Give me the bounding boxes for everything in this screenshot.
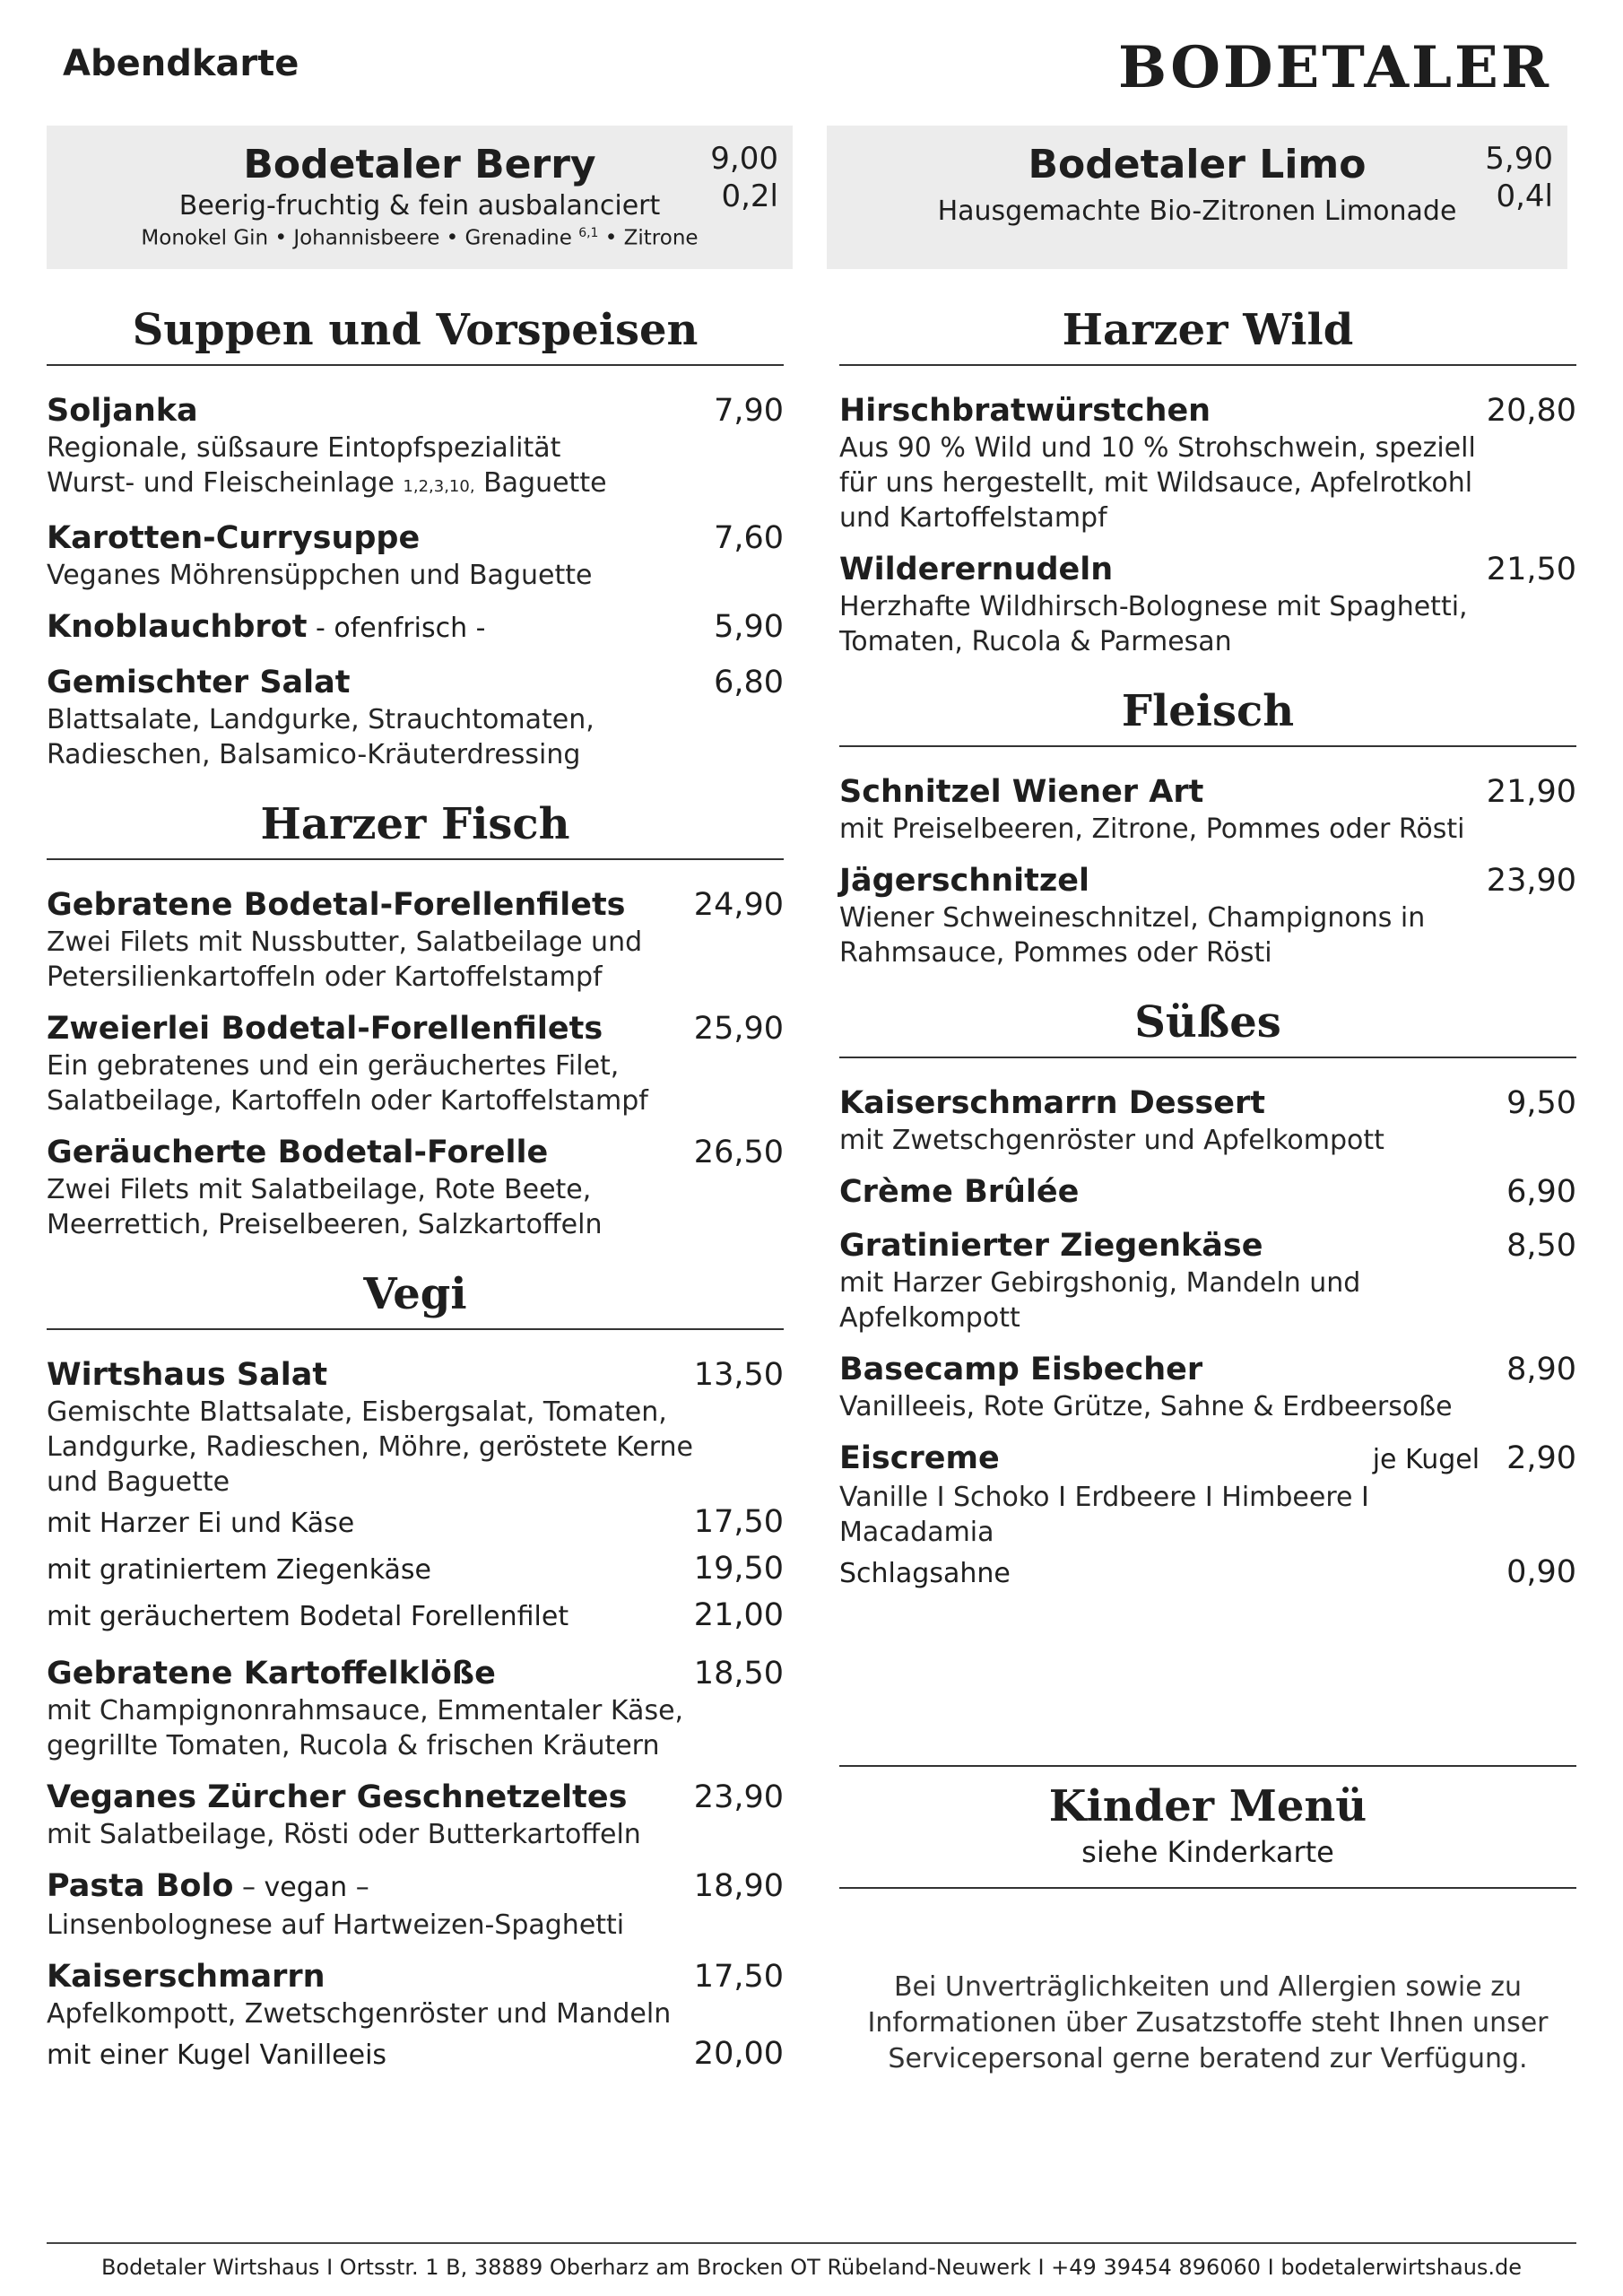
section-divider	[839, 1057, 1576, 1058]
item-extra	[839, 1550, 1576, 1596]
drink-volume: 0,2l	[721, 178, 778, 214]
section-suesses	[839, 997, 1576, 1596]
item-name: Pasta Bolo	[47, 1868, 234, 1904]
item-description: Vanille I Schoko I Erdbeere I Himbeere I Macadamia	[839, 1482, 1369, 1548]
kinder-menu	[839, 1781, 1576, 1869]
kinder-title: Kinder Menü	[1048, 1781, 1367, 1831]
section-fisch	[47, 799, 784, 1242]
item-description: Aus 90 % Wild und 10 % Strohschwein, speziell für uns hergestellt, mit Wildsauce, Apfelrotkohl und Kartoffelstampf	[839, 432, 1476, 534]
item-name: Gebratene Kartoffelklöße	[47, 1656, 496, 1692]
item-price: 18,50	[693, 1656, 784, 1692]
item-description: mit Harzer Gebirgshonig, Mandeln und Apfelkompott	[839, 1267, 1361, 1334]
item-extra	[47, 1500, 784, 1546]
item-name: Jägerschnitzel	[839, 863, 1089, 899]
menu-item	[47, 518, 784, 593]
item-price: 23,90	[693, 1779, 784, 1815]
item-name: Basecamp Eisbecher	[839, 1352, 1203, 1387]
item-name: Karotten-Currysuppe	[47, 520, 421, 556]
kinder-subtitle: siehe Kinderkarte	[1081, 1835, 1334, 1869]
drink-name: Bodetaler Limo	[1028, 142, 1367, 187]
menu-item	[47, 1778, 784, 1852]
item-price: 21,50	[1486, 552, 1576, 587]
kinder-divider-bottom	[839, 1887, 1576, 1889]
section-title: Suppen und Vorspeisen	[132, 305, 699, 355]
kinder-divider-top	[839, 1765, 1576, 1767]
item-description: Zwei Filets mit Salatbeilage, Rote Beete, Meerrettich, Preiselbeeren, Salzkartoffeln	[47, 1174, 603, 1240]
allergen-superscript: 6,1	[578, 226, 599, 240]
drink-box-limo	[827, 126, 1567, 269]
drink-volume: 0,4l	[1496, 178, 1553, 214]
section-divider	[839, 364, 1576, 366]
item-description: mit Champignonrahmsauce, Emmentaler Käse, gegrillte Tomaten, Rucola & frischen Kräutern	[47, 1695, 684, 1761]
item-description: Veganes Möhrensüppchen und Baguette	[47, 560, 593, 591]
menu-item	[47, 1133, 784, 1242]
section-title: Süßes	[1134, 997, 1281, 1048]
item-price: 5,90	[714, 609, 784, 645]
section-fleisch	[839, 686, 1576, 970]
section-divider	[47, 364, 784, 366]
menu-item	[839, 772, 1576, 847]
menu-type-label: Abendkarte	[63, 43, 299, 84]
menu-item	[839, 1172, 1576, 1212]
item-price: 2,90	[1506, 1440, 1576, 1476]
item-price: 7,90	[714, 393, 784, 429]
menu-item	[47, 607, 784, 648]
brand-logo: BODETALER	[1117, 34, 1551, 101]
allergen-codes: 1,2,3,10,	[403, 477, 475, 496]
item-price: 18,90	[693, 1868, 784, 1904]
drink-box-berry	[47, 126, 793, 269]
menu-item	[839, 1226, 1576, 1335]
item-description-line: Regionale, süßsaure Eintopfspezialität	[47, 432, 561, 464]
menu-item	[47, 1009, 784, 1118]
footer-divider	[47, 2242, 1576, 2244]
item-description: Vanilleeis, Rote Grütze, Sahne & Erdbeersoße	[839, 1391, 1453, 1422]
item-price: 13,50	[693, 1357, 784, 1393]
menu-item	[47, 1355, 784, 1639]
item-description: Apfelkompott, Zwetschgenröster und Mandeln	[47, 1998, 672, 2030]
item-name: Wilderernudeln	[839, 552, 1114, 587]
drink-price	[1485, 140, 1553, 215]
item-description-line: Baguette	[474, 467, 607, 499]
menu-item	[47, 391, 784, 504]
section-title: Vegi	[363, 1269, 467, 1319]
drink-name: Bodetaler Berry	[243, 142, 596, 187]
extra-label: mit einer Kugel Vanilleeis	[47, 2039, 387, 2071]
item-name: Schnitzel Wiener Art	[839, 774, 1204, 810]
menu-item	[47, 1654, 784, 1763]
item-price: 7,60	[714, 520, 784, 556]
item-name: Eiscreme	[839, 1440, 1000, 1476]
menu-item	[839, 1083, 1576, 1158]
left-column	[47, 305, 784, 2092]
item-note: - ofenfrisch -	[307, 613, 486, 644]
item-price: 24,90	[693, 887, 784, 923]
footer-contact: Bodetaler Wirtshaus I Ortsstr. 1 B, 38889 Oberharz am Brocken OT Rübeland-Neuwerk I +49 39454 896060 I bodetalerwirtshaus.de	[100, 2255, 1523, 2280]
item-name: Soljanka	[47, 393, 198, 429]
drink-price	[710, 140, 778, 215]
menu-item	[839, 550, 1576, 659]
drink-ingredients	[47, 226, 793, 250]
item-description: Blattsalate, Landgurke, Strauchtomaten, Radieschen, Balsamico-Kräuterdressing	[47, 704, 595, 770]
section-title: Fleisch	[1121, 686, 1295, 736]
item-price: 9,50	[1506, 1085, 1576, 1121]
item-note: je Kugel	[1372, 1444, 1480, 1475]
drink-price-value: 5,90	[1485, 141, 1553, 177]
item-price: 8,50	[1506, 1228, 1576, 1264]
item-extra	[47, 1593, 784, 1639]
item-description: mit Preiselbeeren, Zitrone, Pommes oder Rösti	[839, 813, 1465, 845]
item-description-line: Wurst- und Fleischeinlage	[47, 467, 404, 499]
menu-item	[839, 391, 1576, 535]
item-description: Gemischte Blattsalate, Eisbergsalat, Tomaten, Landgurke, Radieschen, Möhre, geröstete Kerne und Baguette	[47, 1396, 693, 1498]
menu-item	[839, 861, 1576, 970]
section-vegi	[47, 1269, 784, 2078]
item-name: Wirtshaus Salat	[47, 1357, 328, 1393]
item-name: Gratinierter Ziegenkäse	[839, 1228, 1263, 1264]
item-note: – vegan –	[233, 1872, 369, 1903]
item-description: mit Zwetschgenröster und Apfelkompott	[839, 1125, 1384, 1156]
menu-item	[47, 1957, 784, 2078]
extra-label: mit gratiniertem Ziegenkäse	[47, 1554, 432, 1586]
item-price: 20,80	[1486, 393, 1576, 429]
item-extra	[47, 2031, 784, 2078]
item-price: 17,50	[693, 1959, 784, 1995]
item-price: 8,90	[1506, 1352, 1576, 1387]
extra-price: 21,00	[693, 1597, 784, 1633]
section-title: Harzer Wild	[1062, 305, 1354, 355]
item-price: 6,80	[714, 665, 784, 700]
item-name: Gebratene Bodetal-Forellenfilets	[47, 887, 626, 923]
menu-item	[839, 1350, 1576, 1424]
section-divider	[47, 1328, 784, 1330]
item-price: 23,90	[1486, 863, 1576, 899]
item-price: 21,90	[1486, 774, 1576, 810]
extra-price: 17,50	[693, 1504, 784, 1540]
extra-price: 20,00	[693, 2036, 784, 2072]
item-name: Kaiserschmarrn Dessert	[839, 1085, 1265, 1121]
item-description: Wiener Schweineschnitzel, Champignons in Rahmsauce, Pommes oder Rösti	[839, 902, 1426, 969]
right-column	[839, 305, 1576, 1611]
drink-description: Beerig-fruchtig & fein ausbalanciert	[178, 190, 661, 222]
item-price: 26,50	[693, 1135, 784, 1170]
drink-description: Hausgemachte Bio-Zitronen Limonade	[937, 196, 1457, 227]
menu-item	[47, 885, 784, 995]
item-description: mit Salatbeilage, Rösti oder Butterkartoffeln	[47, 1819, 641, 1850]
item-description: Herzhafte Wildhirsch-Bolognese mit Spaghetti, Tomaten, Rucola & Parmesan	[839, 591, 1468, 657]
section-suppen	[47, 305, 784, 772]
section-title: Harzer Fisch	[260, 799, 570, 849]
extra-label: mit geräuchertem Bodetal Forellenfilet	[47, 1601, 569, 1632]
section-wild	[839, 305, 1576, 659]
item-name: Zweierlei Bodetal-Forellenfilets	[47, 1011, 603, 1047]
item-name: Hirschbratwürstchen	[839, 393, 1211, 429]
drink-price-value: 9,00	[710, 141, 778, 177]
item-name: Crème Brûlée	[839, 1174, 1080, 1210]
item-name: Geräucherte Bodetal-Forelle	[47, 1135, 549, 1170]
item-price: 25,90	[693, 1011, 784, 1047]
section-divider	[839, 745, 1576, 747]
extra-price: 0,90	[1506, 1554, 1576, 1590]
item-description: Linsenbolognese auf Hartweizen-Spaghetti	[47, 1909, 625, 1941]
item-name: Veganes Zürcher Geschnetzeltes	[47, 1779, 628, 1815]
extra-label: Schlagsahne	[839, 1558, 1011, 1589]
section-divider	[47, 858, 784, 860]
extra-price: 19,50	[693, 1551, 784, 1587]
menu-item	[47, 1866, 784, 1943]
item-name: Knoblauchbrot	[47, 609, 308, 645]
item-description: Ein gebratenes und ein geräuchertes Filet, Salatbeilage, Kartoffeln oder Kartoffelstampf	[47, 1050, 648, 1117]
item-extra	[47, 1546, 784, 1593]
menu-item	[839, 1439, 1576, 1596]
drink-ingredients-b: • Zitrone	[598, 226, 699, 250]
item-price: 6,90	[1506, 1174, 1576, 1210]
drink-ingredients-a: Monokel Gin • Johannisbeere • Grenadine	[141, 226, 579, 250]
extra-label: mit Harzer Ei und Käse	[47, 1508, 355, 1539]
item-name: Gemischter Salat	[47, 665, 351, 700]
item-description: Zwei Filets mit Nussbutter, Salatbeilage und Petersilienkartoffeln oder Kartoffelstampf	[47, 926, 643, 993]
menu-item	[47, 663, 784, 772]
item-description	[47, 430, 784, 504]
allergy-note: Bei Unverträglichkeiten und Allergien sowie zu Informationen über Zusatzstoffe steht Ihnen unser Servicepersonal gerne beratend zur Verfügung.	[867, 1971, 1549, 2074]
item-name: Kaiserschmarrn	[47, 1959, 325, 1995]
